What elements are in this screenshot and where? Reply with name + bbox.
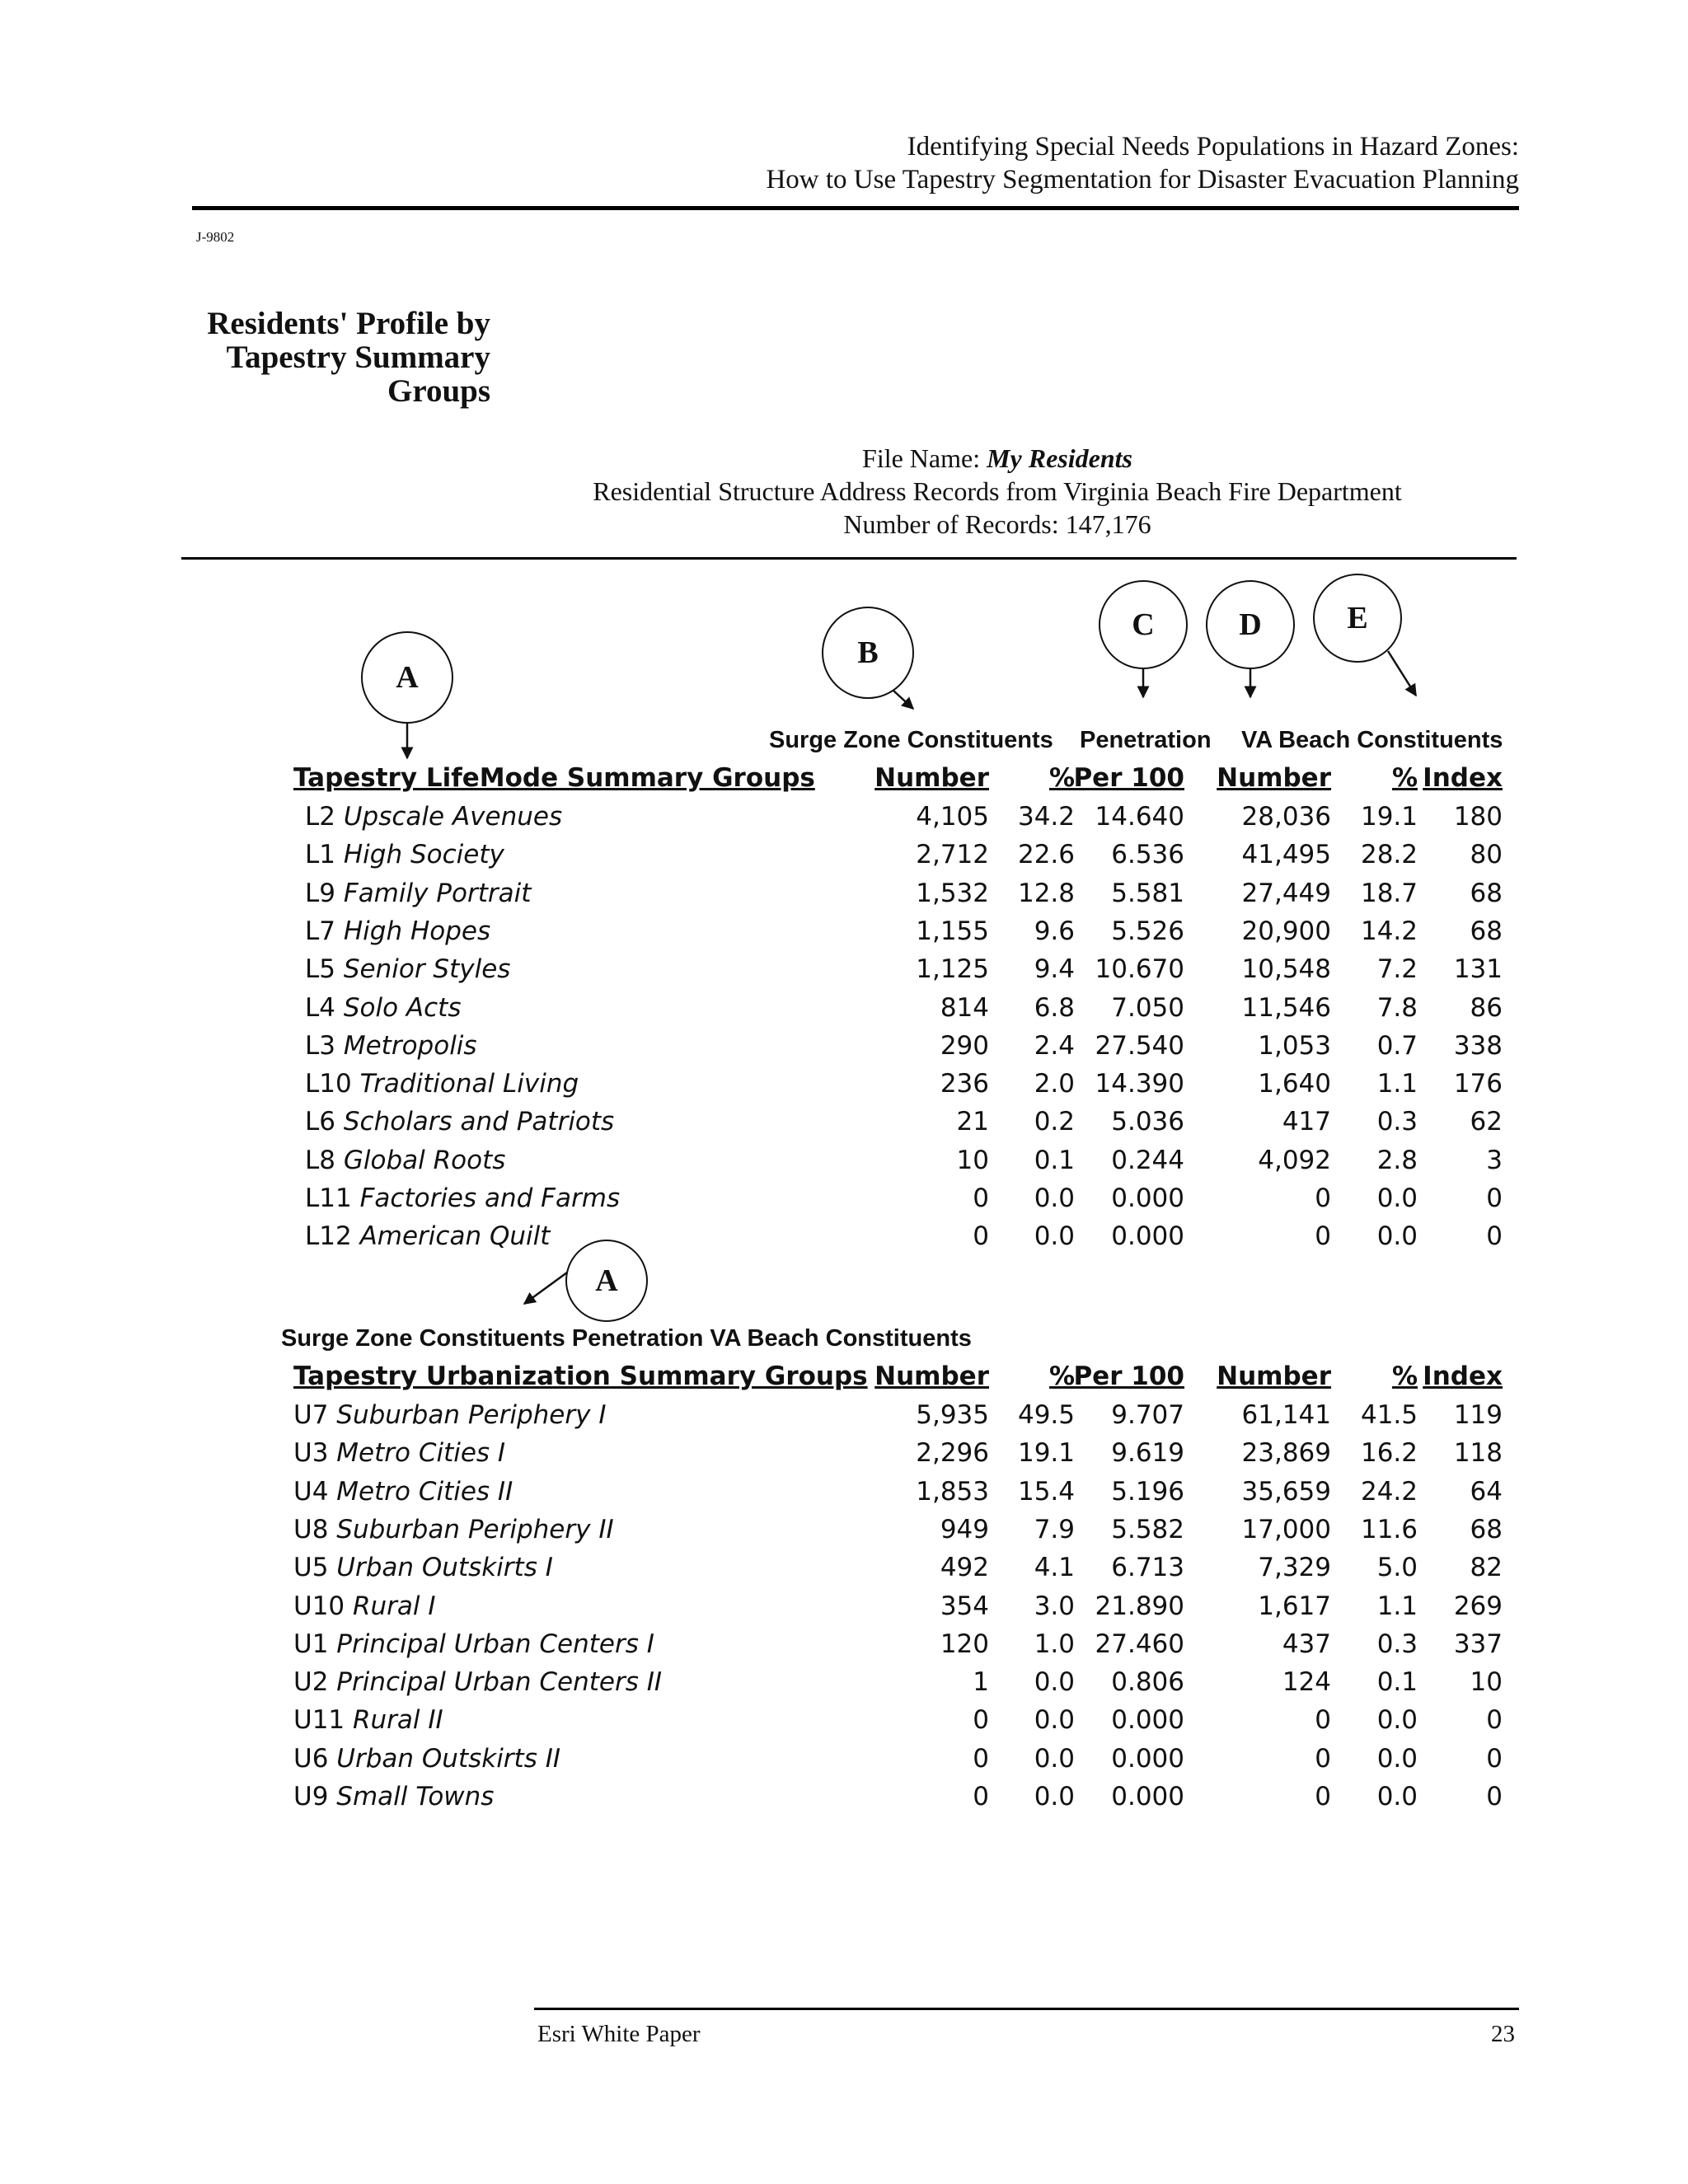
row-code: L6 [305, 1107, 335, 1137]
row-code: L8 [305, 1145, 335, 1175]
cell-va-number: 20,900 [1241, 916, 1331, 946]
cell-pct: 1.0 [1034, 1629, 1075, 1659]
cell-pct: 34.2 [1017, 802, 1075, 832]
cell-va-number: 0 [1315, 1183, 1331, 1213]
row-code: L10 [305, 1069, 352, 1099]
cell-per100: 27.460 [1095, 1629, 1184, 1659]
cell-per100: 0.000 [1111, 1743, 1184, 1774]
cell-per100: 14.640 [1095, 802, 1184, 832]
row-group-name [305, 1107, 614, 1137]
cell-va-pct: 7.2 [1376, 954, 1418, 985]
lifemode-col-index: Index [1423, 763, 1503, 793]
row-code: U9 [293, 1782, 329, 1811]
cell-per100: 5.036 [1111, 1107, 1184, 1137]
cell-number: 0 [973, 1705, 989, 1736]
table-row [0, 1069, 1688, 1107]
file-description: Residential Structure Address Records from Virginia Beach Fire Department [593, 476, 1402, 506]
cell-index: 0 [1486, 1705, 1503, 1736]
cell-va-pct: 19.1 [1360, 802, 1418, 832]
cell-index: 180 [1453, 802, 1503, 832]
cell-va-number: 124 [1282, 1667, 1331, 1698]
page-number: 23 [1491, 2021, 1515, 2047]
row-group-name [305, 1221, 550, 1251]
cell-pct: 0.0 [1034, 1782, 1075, 1811]
cell-index: 269 [1453, 1591, 1503, 1621]
cell-per100: 9.619 [1111, 1438, 1184, 1469]
cell-pct: 0.0 [1034, 1221, 1075, 1252]
row-group-name [293, 1705, 443, 1735]
row-name: Metropolis [343, 1030, 477, 1061]
cell-va-pct: 11.6 [1360, 1514, 1418, 1544]
row-name: Global Roots [343, 1145, 506, 1175]
cell-per100: 5.581 [1111, 878, 1184, 908]
section-title-line3: Groups [387, 373, 490, 409]
cell-per100: 9.707 [1111, 1400, 1184, 1430]
cell-va-number: 28,036 [1241, 802, 1331, 832]
arrow-e [1388, 651, 1416, 696]
cell-va-number: 7,329 [1258, 1553, 1331, 1583]
cell-per100: 21.890 [1095, 1591, 1184, 1621]
cell-va-number: 10,548 [1241, 954, 1331, 985]
cell-number: 290 [940, 1030, 989, 1061]
cell-va-number: 0 [1315, 1705, 1331, 1736]
cell-va-number: 11,546 [1241, 992, 1331, 1023]
row-code: U3 [293, 1438, 329, 1469]
row-group-name [305, 840, 504, 869]
cell-number: 1,853 [916, 1476, 989, 1507]
cell-va-number: 1,640 [1258, 1069, 1331, 1099]
cell-va-number: 17,000 [1241, 1514, 1331, 1544]
section-title-line1: Residents' Profile by [207, 306, 490, 341]
arrow-a-mid [524, 1272, 567, 1304]
urbanization-col-number: Number [874, 1361, 989, 1391]
row-group-name [293, 1744, 560, 1774]
cell-number: 0 [973, 1782, 989, 1811]
table-row [0, 1591, 1688, 1629]
table-row [0, 1438, 1688, 1476]
cell-pct: 12.8 [1017, 878, 1075, 908]
cell-number: 814 [940, 992, 989, 1023]
row-code: U10 [293, 1591, 345, 1621]
cell-number: 21 [956, 1107, 989, 1137]
cell-number: 1,155 [916, 916, 989, 946]
cell-pct: 2.0 [1034, 1069, 1075, 1099]
cell-va-number: 23,869 [1241, 1438, 1331, 1469]
cell-index: 64 [1470, 1476, 1503, 1507]
table-row [0, 840, 1688, 878]
row-code: L12 [305, 1221, 352, 1252]
cell-per100: 0.000 [1111, 1705, 1184, 1736]
cell-index: 3 [1486, 1145, 1503, 1175]
row-name: Urban Outskirts I [336, 1553, 553, 1583]
footer-publisher: Esri White Paper [537, 2021, 701, 2047]
cell-va-pct: 0.0 [1376, 1782, 1418, 1811]
cell-va-pct: 1.1 [1376, 1069, 1418, 1099]
row-name: Metro Cities I [336, 1438, 506, 1469]
row-group-name [293, 1438, 505, 1468]
urbanization-col-per100: Per 100 [1073, 1361, 1184, 1391]
cell-index: 0 [1486, 1183, 1503, 1213]
row-code: U8 [293, 1514, 329, 1544]
row-group-name [293, 1782, 494, 1811]
table-row [0, 916, 1688, 954]
row-group-name [305, 1146, 505, 1175]
group-heading-penetration: Penetration [1080, 727, 1212, 753]
row-name: Traditional Living [359, 1069, 579, 1099]
row-code: L2 [305, 802, 335, 832]
row-name: Rural II [353, 1705, 443, 1736]
cell-pct: 19.1 [1017, 1438, 1075, 1469]
row-code: L7 [305, 916, 335, 946]
row-group-name [293, 1629, 654, 1659]
urbanization-col-index: Index [1423, 1361, 1503, 1391]
cell-va-pct: 0.3 [1376, 1107, 1418, 1137]
row-name: Metro Cities II [336, 1476, 513, 1507]
table-row [0, 1183, 1688, 1221]
callout-b: B [822, 607, 914, 699]
cell-index: 68 [1470, 916, 1503, 946]
cell-per100: 5.582 [1111, 1514, 1184, 1544]
cell-index: 119 [1453, 1400, 1503, 1430]
cell-index: 0 [1486, 1743, 1503, 1774]
row-code: L4 [305, 992, 335, 1023]
cell-pct: 0.0 [1034, 1705, 1075, 1736]
cell-index: 68 [1470, 1514, 1503, 1544]
file-name-label: File Name: [862, 443, 987, 473]
row-group-name [305, 916, 490, 946]
cell-pct: 49.5 [1017, 1400, 1075, 1430]
urbanization-col-va-number: Number [1217, 1361, 1331, 1391]
cell-pct: 0.0 [1034, 1667, 1075, 1698]
cell-pct: 0.0 [1034, 1183, 1075, 1213]
row-code: L3 [305, 1030, 335, 1061]
urbanization-group-heading: Surge Zone Constituents Penetration VA Beach Constituents [281, 1325, 972, 1352]
row-code: U11 [293, 1705, 345, 1736]
cell-va-pct: 7.8 [1376, 992, 1418, 1023]
cell-per100: 6.713 [1111, 1553, 1184, 1583]
callout-a-mid: A [565, 1240, 648, 1322]
row-group-name [305, 1031, 477, 1061]
cell-per100: 14.390 [1095, 1069, 1184, 1099]
cell-va-number: 1,617 [1258, 1591, 1331, 1621]
row-group-name [305, 1183, 620, 1213]
cell-index: 0 [1486, 1221, 1503, 1252]
header-title-line2: How to Use Tapestry Segmentation for Disaster Evacuation Planning [766, 165, 1519, 194]
table-row [0, 1782, 1688, 1820]
urbanization-col-name: Tapestry Urbanization Summary Groups [293, 1361, 868, 1391]
table-row [0, 802, 1688, 840]
cell-pct: 6.8 [1034, 992, 1075, 1023]
cell-index: 82 [1470, 1553, 1503, 1583]
header-title-line1: Identifying Special Needs Populations in Hazard Zones: [907, 132, 1519, 162]
lifemode-col-va-number: Number [1217, 763, 1331, 793]
cell-pct: 15.4 [1017, 1476, 1075, 1507]
cell-va-number: 35,659 [1241, 1476, 1331, 1507]
section-title-line2: Tapestry Summary [226, 340, 490, 375]
cell-per100: 0.244 [1111, 1145, 1184, 1175]
cell-va-pct: 24.2 [1360, 1476, 1418, 1507]
row-name: American Quilt [359, 1221, 551, 1252]
cell-va-pct: 0.0 [1376, 1183, 1418, 1213]
callout-d: D [1206, 580, 1295, 669]
table-row [0, 1705, 1688, 1743]
row-name: Senior Styles [343, 954, 511, 985]
cell-index: 62 [1470, 1107, 1503, 1137]
row-name: Suburban Periphery II [336, 1514, 614, 1544]
cell-index: 176 [1453, 1069, 1503, 1099]
cell-va-number: 0 [1315, 1743, 1331, 1774]
row-name: Small Towns [336, 1782, 495, 1811]
lifemode-col-number: Number [874, 763, 989, 793]
row-code: U4 [293, 1476, 329, 1507]
callout-e: E [1313, 574, 1402, 663]
row-name: Factories and Farms [359, 1183, 621, 1213]
cell-index: 86 [1470, 992, 1503, 1023]
cell-va-pct: 14.2 [1360, 916, 1418, 946]
cell-pct: 0.0 [1034, 1743, 1075, 1774]
table-row [0, 1107, 1688, 1145]
cell-per100: 0.000 [1111, 1183, 1184, 1213]
row-group-name [293, 1477, 513, 1507]
cell-va-number: 41,495 [1241, 840, 1331, 870]
cell-number: 492 [940, 1553, 989, 1583]
cell-per100: 6.536 [1111, 840, 1184, 870]
cell-per100: 0.806 [1111, 1667, 1184, 1698]
cell-va-pct: 0.0 [1376, 1705, 1418, 1736]
cell-va-number: 0 [1315, 1221, 1331, 1252]
urbanization-header-row [0, 1361, 1688, 1399]
cell-va-pct: 41.5 [1360, 1400, 1418, 1430]
cell-per100: 27.540 [1095, 1030, 1184, 1061]
cell-per100: 5.196 [1111, 1476, 1184, 1507]
row-group-name [293, 1400, 606, 1430]
cell-va-pct: 2.8 [1376, 1145, 1418, 1175]
cell-va-number: 4,092 [1258, 1145, 1331, 1175]
row-name: High Hopes [343, 916, 491, 946]
cell-va-pct: 28.2 [1360, 840, 1418, 870]
lifemode-col-name: Tapestry LifeMode Summary Groups [293, 763, 815, 793]
cell-index: 338 [1453, 1030, 1503, 1061]
table-row [0, 1667, 1688, 1705]
cell-pct: 3.0 [1034, 1591, 1075, 1621]
cell-number: 0 [973, 1221, 989, 1252]
cell-va-number: 417 [1282, 1107, 1331, 1137]
row-group-name [293, 1515, 614, 1544]
cell-per100: 0.000 [1111, 1221, 1184, 1252]
cell-number: 10 [956, 1145, 989, 1175]
cell-per100: 7.050 [1111, 992, 1184, 1023]
group-heading-surge: Surge Zone Constituents [769, 727, 1053, 753]
row-group-name [305, 954, 510, 984]
row-group-name [305, 802, 562, 832]
cell-va-pct: 0.0 [1376, 1743, 1418, 1774]
row-group-name [305, 1069, 579, 1099]
table-row [0, 1477, 1688, 1515]
lifemode-col-va-pct: % [1391, 763, 1418, 793]
table-row [0, 954, 1688, 992]
cell-pct: 7.9 [1034, 1514, 1075, 1544]
group-heading-va-beach: VA Beach Constituents [1241, 727, 1503, 753]
row-name: Principal Urban Centers I [336, 1629, 654, 1659]
lifemode-header-row [0, 763, 1688, 801]
cell-va-number: 61,141 [1241, 1400, 1331, 1430]
cell-number: 4,105 [916, 802, 989, 832]
cell-pct: 0.2 [1034, 1107, 1075, 1137]
record-count: Number of Records: 147,176 [843, 509, 1151, 539]
row-name: Solo Acts [343, 992, 462, 1023]
row-code: L9 [305, 878, 335, 908]
row-group-name [293, 1591, 436, 1621]
doc-code: J-9802 [196, 229, 235, 245]
cell-number: 1 [973, 1667, 989, 1698]
table-row [0, 993, 1688, 1031]
cell-va-number: 0 [1315, 1782, 1331, 1811]
cell-number: 354 [940, 1591, 989, 1621]
row-name: Scholars and Patriots [343, 1107, 615, 1137]
row-code: L11 [305, 1183, 352, 1213]
row-code: U2 [293, 1667, 329, 1698]
cell-pct: 9.4 [1034, 954, 1075, 985]
cell-index: 118 [1453, 1438, 1503, 1469]
cell-number: 120 [940, 1629, 989, 1659]
file-name: My Residents [987, 443, 1132, 473]
cell-number: 0 [973, 1743, 989, 1774]
row-code: U1 [293, 1629, 329, 1659]
cell-va-pct: 0.0 [1376, 1221, 1418, 1252]
callout-c: C [1099, 580, 1188, 669]
cell-number: 0 [973, 1183, 989, 1213]
row-name: Urban Outskirts II [336, 1743, 561, 1774]
cell-index: 68 [1470, 878, 1503, 908]
row-group-name [293, 1667, 662, 1697]
row-name: High Society [343, 840, 504, 870]
cell-va-pct: 18.7 [1360, 878, 1418, 908]
urbanization-col-va-pct: % [1391, 1361, 1418, 1391]
row-code: U5 [293, 1553, 329, 1583]
lifemode-col-pct: % [1048, 763, 1075, 793]
cell-va-pct: 5.0 [1376, 1553, 1418, 1583]
row-group-name [305, 879, 531, 908]
lifemode-col-per100: Per 100 [1073, 763, 1184, 793]
cell-pct: 0.1 [1034, 1145, 1075, 1175]
table-row [0, 1744, 1688, 1782]
cell-va-pct: 0.1 [1376, 1667, 1418, 1698]
cell-va-pct: 0.3 [1376, 1629, 1418, 1659]
urbanization-col-pct: % [1048, 1361, 1075, 1391]
row-name: Suburban Periphery I [336, 1400, 607, 1430]
cell-va-pct: 1.1 [1376, 1591, 1418, 1621]
table-row [0, 1146, 1688, 1183]
table-row [0, 1400, 1688, 1438]
cell-index: 337 [1453, 1629, 1503, 1659]
cell-pct: 2.4 [1034, 1030, 1075, 1061]
cell-number: 949 [940, 1514, 989, 1544]
cell-number: 5,935 [916, 1400, 989, 1430]
cell-number: 236 [940, 1069, 989, 1099]
row-code: U7 [293, 1400, 329, 1430]
table-row [0, 879, 1688, 916]
cell-pct: 22.6 [1017, 840, 1075, 870]
table-row [0, 1553, 1688, 1591]
footer-rule [534, 2008, 1519, 2010]
cell-per100: 0.000 [1111, 1782, 1184, 1811]
row-name: Rural I [353, 1591, 436, 1621]
row-group-name [293, 1553, 553, 1582]
row-code: L5 [305, 954, 335, 985]
cell-number: 2,296 [916, 1438, 989, 1469]
callout-a-top: A [361, 631, 453, 724]
cell-number: 1,125 [916, 954, 989, 985]
cell-number: 1,532 [916, 878, 989, 908]
table-row [0, 1629, 1688, 1667]
cell-index: 80 [1470, 840, 1503, 870]
cell-va-pct: 0.7 [1376, 1030, 1418, 1061]
arrow-b [893, 691, 913, 709]
row-name: Principal Urban Centers II [336, 1667, 663, 1698]
cell-index: 10 [1470, 1667, 1503, 1698]
row-code: U6 [293, 1743, 329, 1774]
row-group-name [305, 993, 462, 1023]
cell-va-number: 437 [1282, 1629, 1331, 1659]
table-row [0, 1515, 1688, 1553]
cell-per100: 5.526 [1111, 916, 1184, 946]
cell-va-pct: 16.2 [1360, 1438, 1418, 1469]
table-row [0, 1221, 1688, 1259]
row-name: Upscale Avenues [343, 802, 563, 832]
cell-pct: 9.6 [1034, 916, 1075, 946]
row-name: Family Portrait [343, 878, 532, 908]
cell-per100: 10.670 [1095, 954, 1184, 985]
table-row [0, 1031, 1688, 1069]
cell-index: 0 [1486, 1782, 1503, 1811]
cell-va-number: 1,053 [1258, 1030, 1331, 1061]
cell-number: 2,712 [916, 840, 989, 870]
cell-index: 131 [1453, 954, 1503, 985]
cell-pct: 4.1 [1034, 1553, 1075, 1583]
cell-va-number: 27,449 [1241, 878, 1331, 908]
row-code: L1 [305, 840, 335, 870]
